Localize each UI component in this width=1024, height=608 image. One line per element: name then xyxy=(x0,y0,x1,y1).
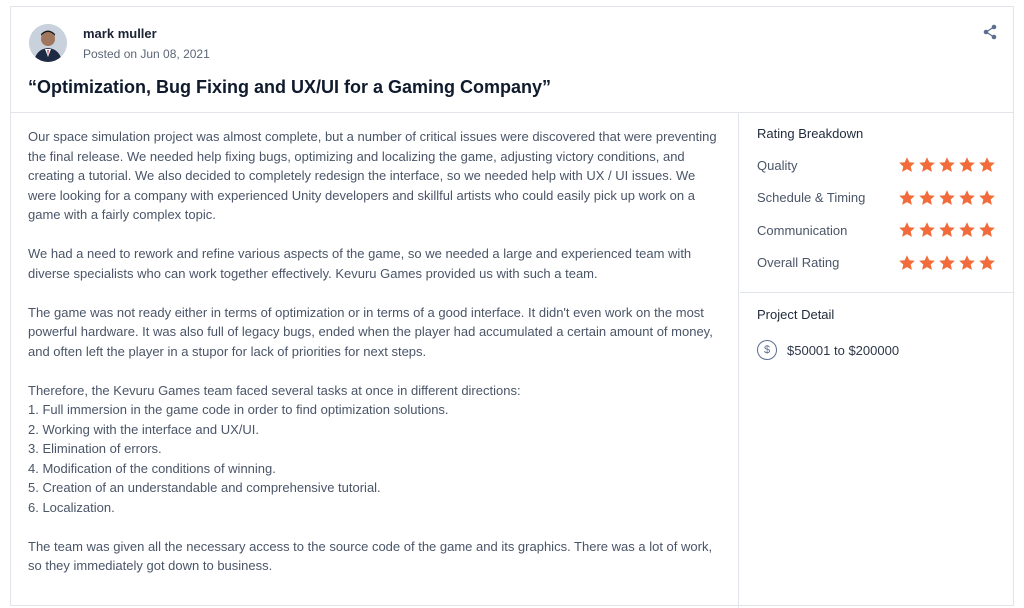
star-icon xyxy=(938,221,956,239)
author-name: mark muller xyxy=(83,26,157,41)
star-icon xyxy=(978,189,996,207)
star-icon xyxy=(938,254,956,272)
posted-date: Posted on Jun 08, 2021 xyxy=(83,47,210,61)
rating-row xyxy=(757,247,996,280)
review-title: “Optimization, Bug Fixing and UX/UI for a Gaming Company” xyxy=(28,77,552,97)
star-icon xyxy=(898,221,916,239)
tasks-intro: Therefore, the Kevuru Games team faced several tasks at once in different directions: xyxy=(28,382,521,398)
star-icon xyxy=(978,156,996,174)
rating-row xyxy=(757,149,996,182)
star-icon xyxy=(938,156,956,174)
star-icon xyxy=(918,189,936,207)
project-detail xyxy=(740,293,1013,360)
star-rating xyxy=(898,156,996,174)
rating-row xyxy=(757,182,996,215)
star-icon xyxy=(958,254,976,272)
review-body xyxy=(11,113,1013,608)
review-sidebar xyxy=(740,113,1013,360)
task-item: 5. Creation of an understandable and comprehensive tutorial. xyxy=(28,480,381,495)
review-text xyxy=(11,113,739,608)
star-rating xyxy=(898,189,996,207)
star-icon xyxy=(978,221,996,239)
task-item: 4. Modification of the conditions of winning. xyxy=(28,460,276,476)
review-card xyxy=(10,6,1014,606)
star-icon xyxy=(918,221,936,239)
avatar xyxy=(29,24,67,62)
rating-label: Communication xyxy=(757,222,848,238)
rating-breakdown xyxy=(740,113,1013,293)
rating-row xyxy=(757,214,996,247)
rating-breakdown-title: Rating Breakdown xyxy=(757,126,864,141)
review-header xyxy=(11,7,1013,113)
review-paragraph: The team was given all the necessary access to the source code of the game and its graphics. There was a lot of work, so they immediately got down to business. xyxy=(28,538,713,573)
budget-row xyxy=(757,340,996,360)
star-icon xyxy=(958,189,976,207)
task-item: 1. Full immersion in the game code in order to find optimization solutions. xyxy=(28,402,449,417)
star-icon xyxy=(898,254,916,272)
rating-label: Quality xyxy=(757,157,798,173)
task-list xyxy=(28,381,718,518)
star-icon xyxy=(898,156,916,174)
task-item: 6. Localization. xyxy=(28,499,115,515)
star-icon xyxy=(978,254,996,272)
star-icon xyxy=(918,254,936,272)
review-paragraph: The game was not ready either in terms of optimization or in terms of a good interface. It didn't even work on the most powerful hardware. It was also full of legacy bugs, ended when the player had accumulated a certain amount of money, and often left the player in a stupor for lack of priorities for next steps. xyxy=(28,304,713,359)
task-item: 3. Elimination of errors. xyxy=(28,441,162,456)
review-paragraph: We had a need to rework and refine various aspects of the game, so we needed a large and experienced team with diverse specialists who can work together effectively. Kevuru Games provided us with such a team. xyxy=(28,246,692,281)
star-rating xyxy=(898,254,996,272)
review-paragraph: Our space simulation project was almost complete, but a number of critical issues were discovered that were preventing the final release. We needed help fixing bugs, optimizing and localizing the game, adjusting victory conditions, and creating a tutorial. We also decided to completely redesign the interface, so we needed help with UX / UI issues. We were looking for a company with experienced Unity developers and skillful artists who could easily pick up work on a game with a fairly complex topic. xyxy=(28,129,717,222)
star-icon xyxy=(898,189,916,207)
rating-label: Schedule & Timing xyxy=(757,190,866,206)
star-rating xyxy=(898,221,996,239)
star-icon xyxy=(938,189,956,207)
budget-value: $50001 to $200000 xyxy=(787,342,900,358)
star-icon xyxy=(958,156,976,174)
project-detail-title: Project Detail xyxy=(757,307,835,322)
star-icon xyxy=(958,221,976,239)
star-icon xyxy=(918,156,936,174)
rating-label: Overall Rating xyxy=(757,255,840,271)
dollar-circle-icon: $ xyxy=(757,340,777,360)
task-item: 2. Working with the interface and UX/UI. xyxy=(28,421,259,437)
share-icon[interactable] xyxy=(981,23,999,41)
